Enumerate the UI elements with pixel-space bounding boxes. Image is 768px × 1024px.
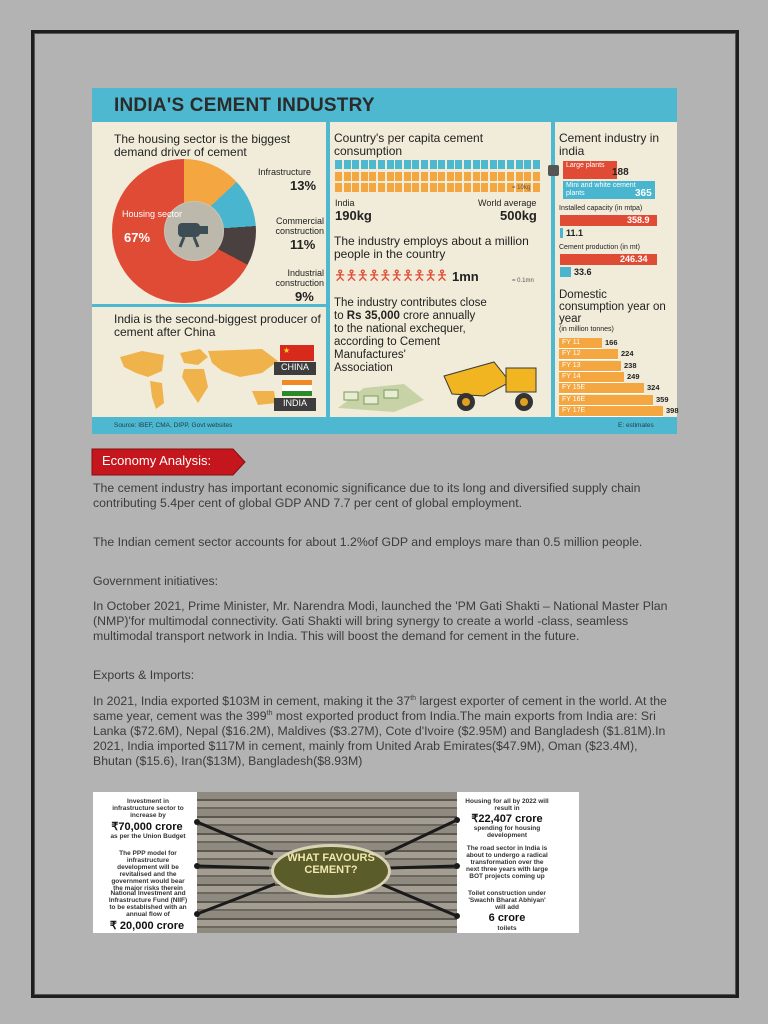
consumption-unit-square <box>369 172 376 181</box>
consumption-unit-square <box>473 160 480 169</box>
contrib-crore: crore annually <box>399 310 476 322</box>
domestic-consumption-bars <box>559 338 677 418</box>
consumption-unit-square <box>369 160 376 169</box>
world-average-label: World average <box>478 198 537 208</box>
consumption-unit-square <box>412 160 419 169</box>
consumption-unit-square <box>352 160 359 169</box>
pie-label-industrial: Industrial construction <box>275 268 324 288</box>
pie-value-commercial: 11% <box>290 237 316 252</box>
large-plants-value: 188 <box>612 167 629 178</box>
consumption-unit-square <box>438 183 445 192</box>
consumption-unit-square <box>447 160 454 169</box>
consumption-unit-square <box>507 160 514 169</box>
favour-right-3-amount: 6 crore <box>488 912 526 924</box>
paragraph-exports-imports <box>93 694 673 769</box>
capacity-value-mini: 11.1 <box>566 228 584 238</box>
heading-government-initiatives: Government initiatives: <box>93 574 219 588</box>
pie-value-infrastructure: 13% <box>290 178 317 193</box>
consumption-unit-square <box>430 160 437 169</box>
domestic-bar-row <box>559 383 660 394</box>
consumption-unit-square <box>498 183 505 192</box>
consumption-unit-square <box>344 160 351 169</box>
consumption-unit-square <box>395 172 402 181</box>
consumption-unit-square <box>498 160 505 169</box>
contrib-line: The industry contributes close <box>334 297 487 309</box>
consumption-unit-square <box>507 172 514 181</box>
favour-left-1-amount: ₹70,000 crore <box>111 821 183 833</box>
consumption-unit-square <box>533 172 540 181</box>
consumption-unit-square <box>490 183 497 192</box>
consumption-unit-square <box>395 183 402 192</box>
favour-right-3-tail: toilets <box>497 925 517 932</box>
domestic-bar-value: 224 <box>621 349 634 359</box>
consumption-unit-square <box>524 160 531 169</box>
consumption-unit-square <box>490 172 497 181</box>
domestic-bar-year: FY 12 <box>562 350 581 358</box>
consumption-unit-square <box>473 183 480 192</box>
cement-infographic <box>92 88 677 434</box>
infographic-header <box>92 88 677 122</box>
consumption-unit-square <box>361 160 368 169</box>
consumption-unit-square <box>490 160 497 169</box>
what-favours-cement-image <box>93 792 579 933</box>
pie-label-housing: Housing sector <box>122 209 183 219</box>
employment-heading: The industry employs about a million people in the country <box>334 234 529 262</box>
favour-right-1: Housing for all by 2022 will result in <box>465 798 549 812</box>
employment-people-icons: 🯅🯅🯅🯅🯅🯅🯅🯅🯅🯅 <box>334 267 448 283</box>
favour-left-1: Investment in infrastructure sector to increase by <box>112 798 184 819</box>
domestic-bar-row <box>559 349 634 360</box>
row-divider <box>92 304 326 307</box>
capacity-bar-mini <box>560 228 563 238</box>
ordinal-suffix: th <box>266 709 273 717</box>
china-flag-icon: ★ <box>280 345 314 361</box>
consumption-unit-square <box>516 172 523 181</box>
domestic-heading: Domestic consumption year on year <box>559 289 666 325</box>
india-per-capita-value: 190kg <box>335 208 372 223</box>
economy-analysis-tag <box>91 448 241 474</box>
favour-right-3: Toilet construction under 'Swachh Bharat Abhiyan' will add <box>468 890 546 911</box>
production-value-large: 246.34 <box>620 254 648 264</box>
what-favours-title: WHAT FAVOURS CEMENT? <box>287 852 375 876</box>
consumption-unit-square <box>387 183 394 192</box>
exports-text-b: largest exporter of cement in the world. At the same year, cement was the 399 <box>93 694 667 723</box>
paragraph-economic-significance: The cement industry has important economic significance due to its long and diversified supply chain contributing 5.4per cent of global GDP AND 7.7 per cent of global employment. <box>93 481 641 510</box>
contrib-line: according to Cement <box>334 336 441 348</box>
production-label: Cement production (in mt) <box>559 244 640 251</box>
capacity-value-large: 358.9 <box>627 215 650 225</box>
consumption-unit-square <box>412 183 419 192</box>
consumption-unit-square <box>524 172 531 181</box>
consumption-unit-square <box>412 172 419 181</box>
china-label: CHINA <box>274 362 316 375</box>
employment-value: 1mn <box>452 269 479 284</box>
consumption-unit-square <box>421 160 428 169</box>
favour-left-3: National Investment and Infrastructure Fund (NIIF) to be established with an annual flow of <box>108 890 188 918</box>
contrib-line: Manufactures' <box>334 349 406 361</box>
favour-right-1-amount: ₹22,407 crore <box>471 813 543 825</box>
consumption-unit-square <box>404 172 411 181</box>
india-per-capita-label: India <box>335 198 355 208</box>
domestic-bar-row <box>559 394 669 406</box>
consumption-unit-square <box>352 183 359 192</box>
domestic-bar-year: FY 13 <box>562 361 581 369</box>
infographic-title: INDIA'S CEMENT INDUSTRY <box>114 95 375 116</box>
consumption-unit-square <box>344 183 351 192</box>
exports-text-c: most exported product from India.The main exports from India are: Sri Lanka ($72.6M), Nepal ($16.2M), Maldives ($3.27M), Cote d'Ivoire ($2.95M) and Bangladesh ($1.81M).In 2021, India imported $117M in cement, mainly from United Arab Emirates($47.9M), Oman ($23.4M), Bhutan ($15.6), Iran($13M), Bangladesh($8.93M) <box>93 709 666 768</box>
consumption-unit-square <box>464 160 471 169</box>
domestic-bar-year: FY 11 <box>562 339 581 346</box>
world-average-value: 500kg <box>500 208 537 223</box>
domestic-bar-value: 249 <box>627 371 640 381</box>
contrib-line: Association <box>334 362 393 374</box>
domestic-bar-value: 398 <box>666 405 679 415</box>
domestic-bar-year: FY 15E <box>562 384 586 392</box>
consumption-unit-square <box>335 172 342 181</box>
pie-value-industrial: 9% <box>295 289 314 304</box>
consumption-unit-square <box>430 172 437 181</box>
consumption-unit-square <box>473 172 480 181</box>
consumption-unit-square <box>378 160 385 169</box>
consumption-unit-square <box>533 183 540 192</box>
favour-right-2: The road sector in India is about to undergo a radical transformation over the next three years with large BOT projects coming up <box>465 845 548 880</box>
consumption-unit-square <box>344 172 351 181</box>
mini-plants-value: 365 <box>635 188 652 199</box>
production-value-mini: 33.6 <box>574 267 592 277</box>
housing-heading: The housing sector is the biggest demand driver of cement <box>114 132 291 160</box>
ordinal-suffix: th <box>410 694 417 702</box>
exports-text-a: In 2021, India exported $103M in cement, making it the 37 <box>93 694 411 708</box>
favour-left-1-tail: as per the Union Budget <box>110 833 186 840</box>
consumption-unit-square <box>369 183 376 192</box>
consumption-unit-square <box>481 160 488 169</box>
consumption-unit-square <box>404 160 411 169</box>
infographic-footer <box>92 417 677 434</box>
employment-legend: = 0.1mn <box>512 278 534 284</box>
consumption-unit-square <box>395 160 402 169</box>
consumption-unit-square <box>421 172 428 181</box>
mini-plants-label: Mini and white cement plants <box>563 181 655 199</box>
consumption-unit-square <box>455 160 462 169</box>
column-divider <box>326 122 330 417</box>
domestic-bar-value: 166 <box>605 338 618 347</box>
consumption-unit-square <box>352 172 359 181</box>
per-capita-legend: = 10kg <box>512 185 531 191</box>
consumption-unit-square <box>335 183 342 192</box>
consumption-unit-square <box>498 172 505 181</box>
domestic-bar-row <box>559 371 640 383</box>
domestic-bar-year: FY 16E <box>562 395 586 403</box>
consumption-unit-square <box>464 183 471 192</box>
contrib-to: to <box>334 310 347 322</box>
consumption-unit-square <box>447 183 454 192</box>
consumption-unit-square <box>430 183 437 192</box>
producer-heading: India is the second-biggest producer of cement after China <box>114 312 321 340</box>
world-map-icon <box>112 343 287 413</box>
economy-analysis-label: Economy Analysis: <box>102 453 212 468</box>
consumption-unit-square <box>404 183 411 192</box>
domestic-bar-row <box>559 360 637 372</box>
consumption-unit-square <box>335 160 342 169</box>
domestic-bar-row <box>559 405 679 417</box>
favour-left-3-amount: ₹ 20,000 crore <box>109 920 185 932</box>
capacity-label: Installed capacity (in mtpa) <box>559 205 643 212</box>
contrib-amount: Rs 35,000 <box>346 310 400 322</box>
contrib-line: to the national exchequer, <box>334 323 466 335</box>
consumption-unit-square <box>455 172 462 181</box>
domestic-bar-row <box>559 338 618 349</box>
pie-value-housing: 67% <box>124 230 151 245</box>
domestic-bar-year: FY 14 <box>562 372 581 380</box>
consumption-unit-square <box>447 172 454 181</box>
india-flag-icon <box>282 380 312 396</box>
paragraph-gdp-share: The Indian cement sector accounts for about 1.2%of GDP and employs mare than 0.5 million people. <box>93 535 643 549</box>
consumption-unit-square <box>361 183 368 192</box>
consumption-unit-square <box>464 172 471 181</box>
consumption-unit-square <box>387 172 394 181</box>
consumption-unit-square <box>438 172 445 181</box>
consumption-unit-square <box>455 183 462 192</box>
consumption-unit-square <box>387 160 394 169</box>
estimates-note: E: estimates <box>618 422 654 429</box>
heading-exports-imports: Exports & Imports: <box>93 668 195 682</box>
source-note: Source: IBEF, CMA, DIPP, Govt websites <box>114 422 233 429</box>
dump-truck-money-icon <box>334 326 552 418</box>
favour-right-1-tail: spending for housing development <box>473 825 541 839</box>
india-label: INDIA <box>274 398 316 411</box>
production-bar-mini <box>560 267 571 277</box>
consumption-unit-square <box>438 160 445 169</box>
domestic-bar-value: 238 <box>624 360 637 370</box>
consumption-unit-square <box>481 183 488 192</box>
domestic-bar-value: 359 <box>656 394 669 404</box>
consumption-unit-square <box>481 172 488 181</box>
domestic-bar-value: 324 <box>647 383 660 393</box>
domestic-unit: (in million tonnes) <box>559 326 614 333</box>
consumption-unit-square <box>378 172 385 181</box>
pie-label-commercial: Commercial construction <box>275 216 324 236</box>
consumption-unit-square <box>361 172 368 181</box>
consumption-unit-square <box>516 160 523 169</box>
contrib-line <box>334 310 514 323</box>
paragraph-gati-shakti: In October 2021, Prime Minister, Mr. Narendra Modi, launched the 'PM Gati Shakti – National Master Plan (NMP)'for multimodal connectivity. Gati Shakti will bring synergy to create a world -class, seamless multimodal transport network in India. This will boost the demand for cement in the future. <box>93 599 668 643</box>
consumption-unit-square <box>378 183 385 192</box>
large-plants-label: Large plants <box>563 161 617 179</box>
favour-left-2: The PPP model for infrastructure development will be revitalised and the government would bear the major risks therein <box>111 850 185 892</box>
factory-icon <box>548 165 559 176</box>
consumption-unit-square <box>533 160 540 169</box>
per-capita-heading: Country's per capita cement consumption <box>334 131 484 159</box>
domestic-bar-year: FY 17E <box>562 406 586 414</box>
consumption-unit-square <box>421 183 428 192</box>
pie-label-infrastructure: Infrastructure <box>258 167 312 177</box>
industry-heading: Cement industry in india <box>559 131 660 159</box>
